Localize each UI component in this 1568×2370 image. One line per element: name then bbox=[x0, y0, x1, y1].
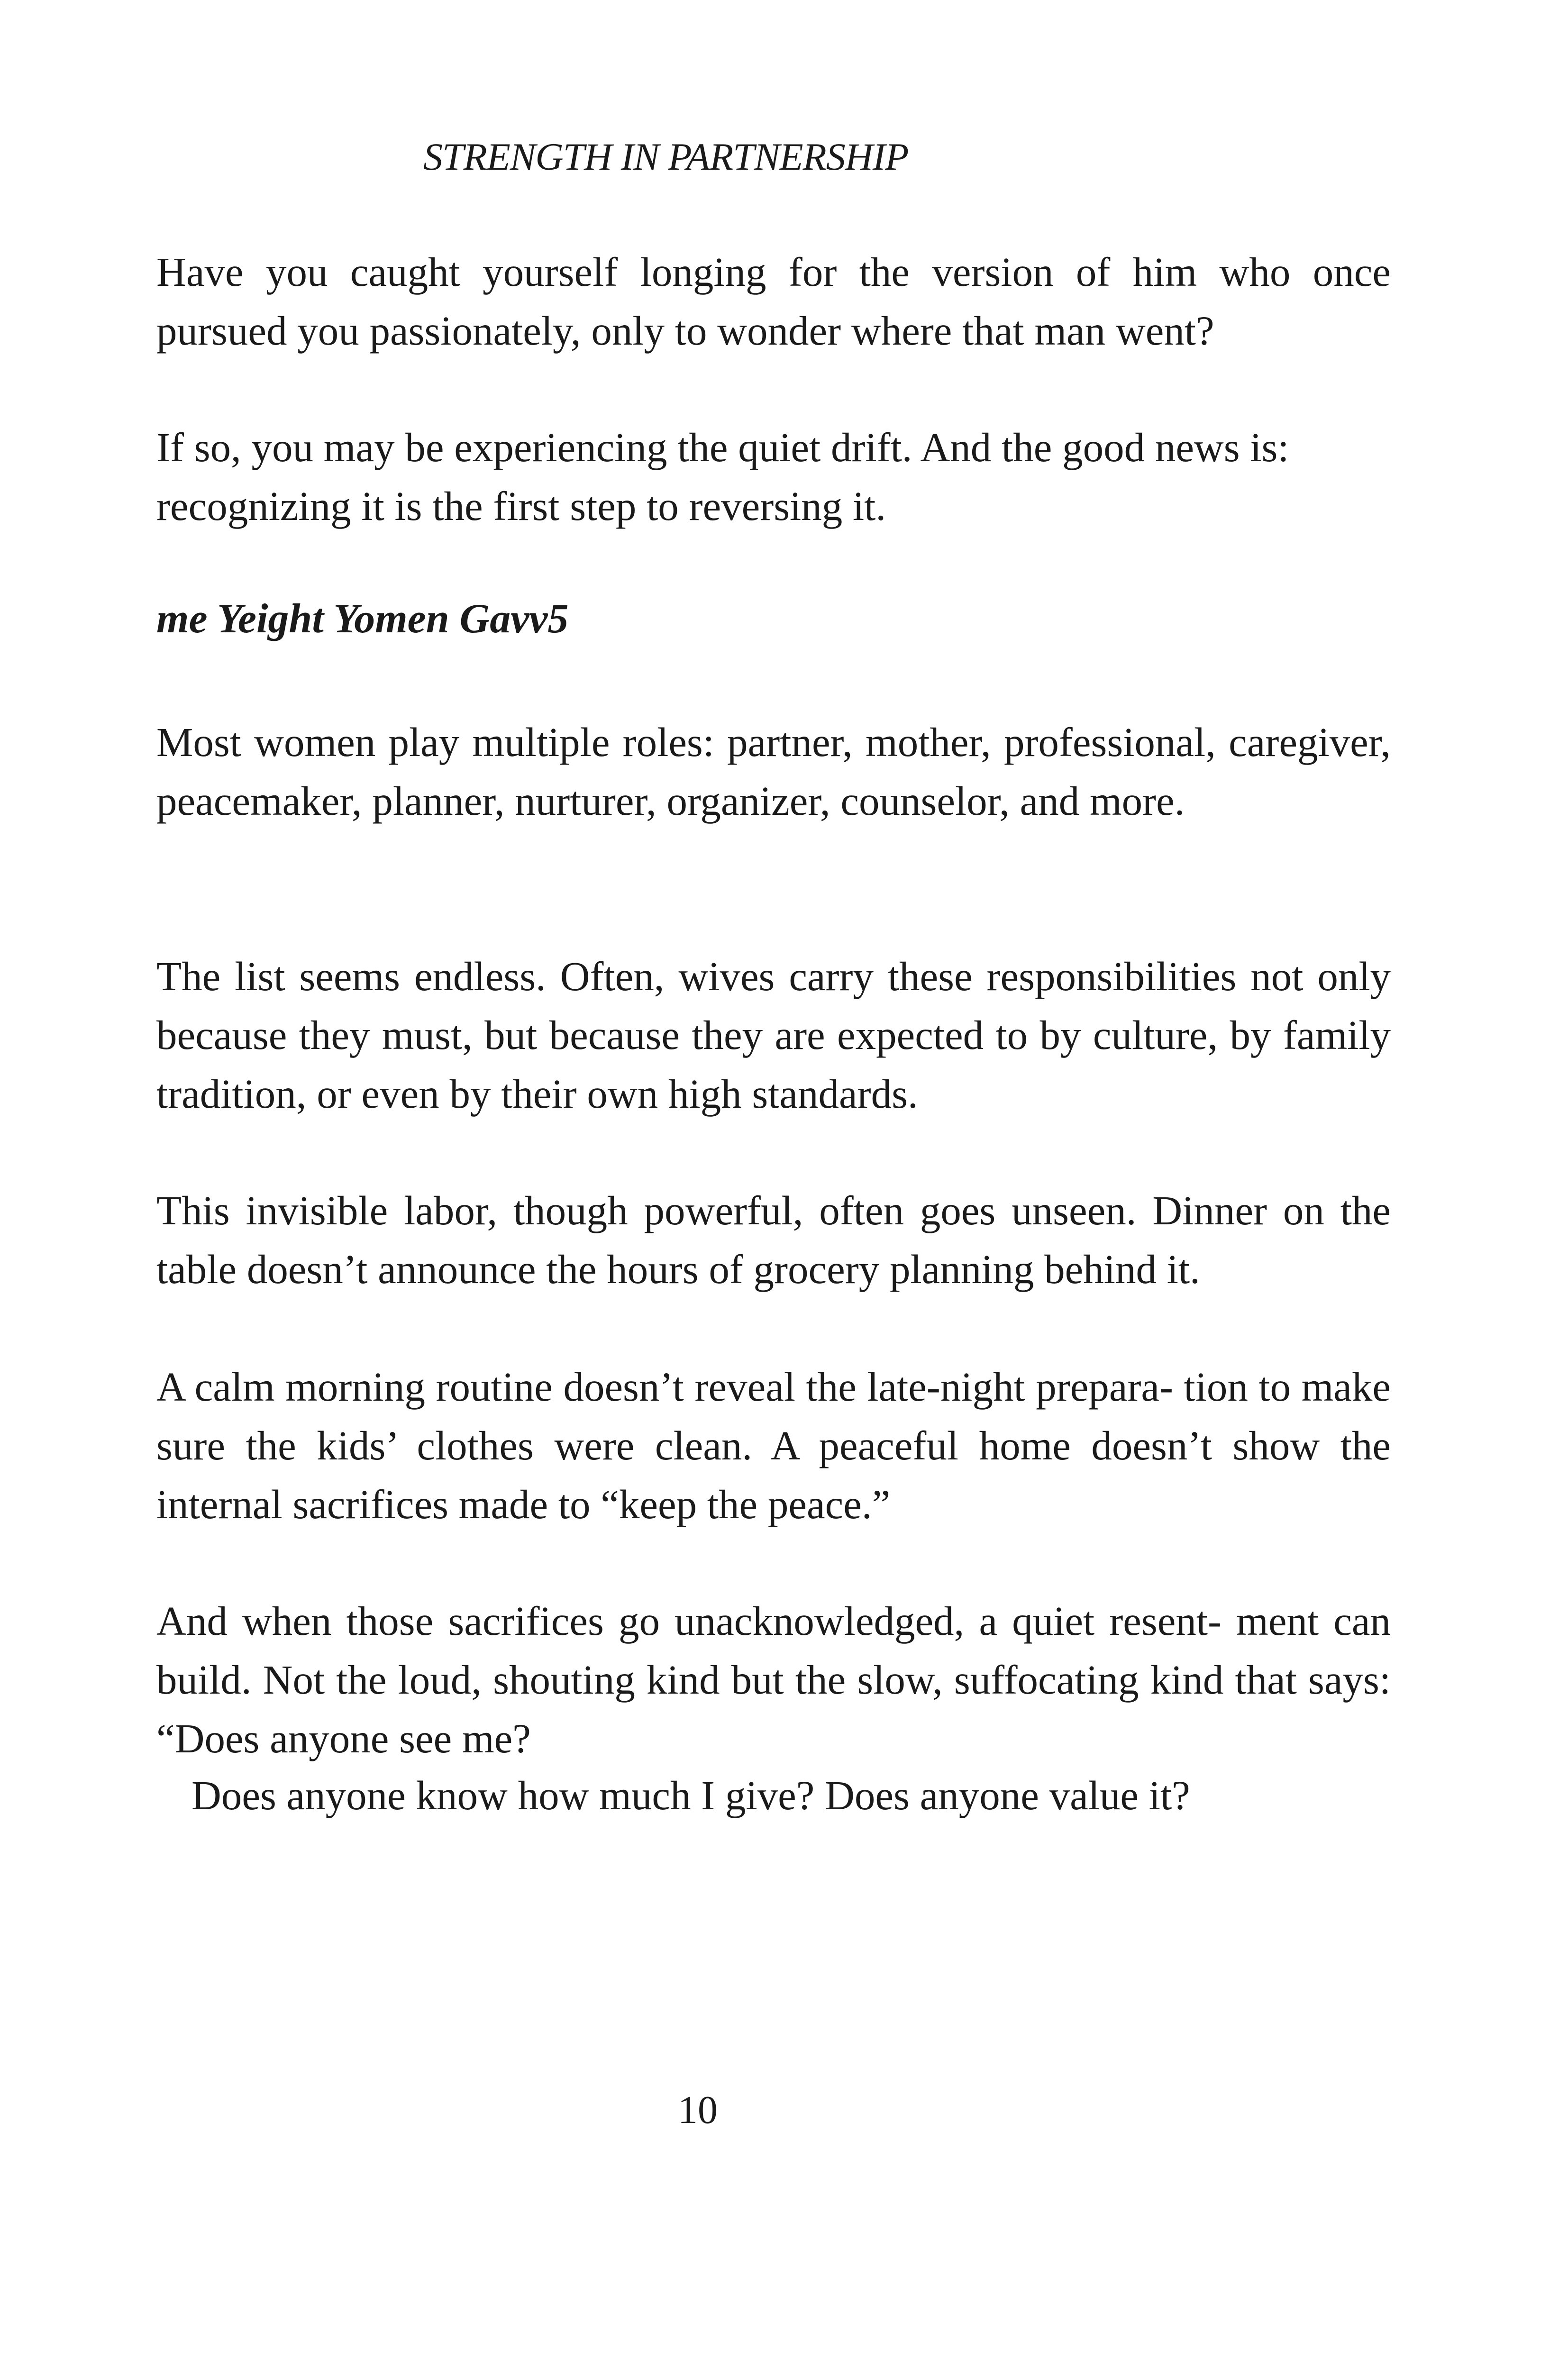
paragraph-longing: Have you caught yourself longing for the version of him who once pursued you passionately, only to wonder where that man went? bbox=[156, 249, 1391, 354]
paragraph-list-endless: The list seems endless. Often, wives carry these responsibilities not only because they must, but because they are expected to by culture, by family tradition, or even by their own high standards. bbox=[156, 953, 1391, 1117]
section-heading: me Yeight Yomen Gavv5 bbox=[156, 596, 569, 642]
paragraph-quiet-resentment: And when those sacrifices go unacknowledged, a quiet resent- ment can build. Not the loud, shouting kind but the slow, suffocating kind that says: “Does anyone see me? bbox=[156, 1598, 1391, 1761]
paragraph-multiple-roles: Most women play multiple roles: partner, mother, professional, caregiver, peacemaker, planner, nurturer, organizer, counselor, and more. bbox=[156, 719, 1391, 824]
indented-question-line: Does anyone know how much I give? Does anyone value it? bbox=[191, 1772, 1190, 1818]
page-number: 10 bbox=[678, 2088, 718, 2132]
paragraph-calm-morning: A calm morning routine doesn’t reveal the late-night prepara- tion to make sure the kids’ clothes were clean. A peaceful home doesn’t show the internal sacrifices made to “keep the peace.” bbox=[156, 1364, 1391, 1527]
running-header-title: STRENGTH IN PARTNERSHIP bbox=[423, 135, 909, 178]
paragraph-invisible-labor: This invisible labor, though powerful, often goes unseen. Dinner on the table doesn’t announce the hours of grocery planning behind it. bbox=[156, 1187, 1391, 1292]
paragraph-quiet-drift: If so, you may be experiencing the quiet drift. And the good news is: recognizing it is the first step to reversing it. bbox=[156, 424, 1289, 529]
